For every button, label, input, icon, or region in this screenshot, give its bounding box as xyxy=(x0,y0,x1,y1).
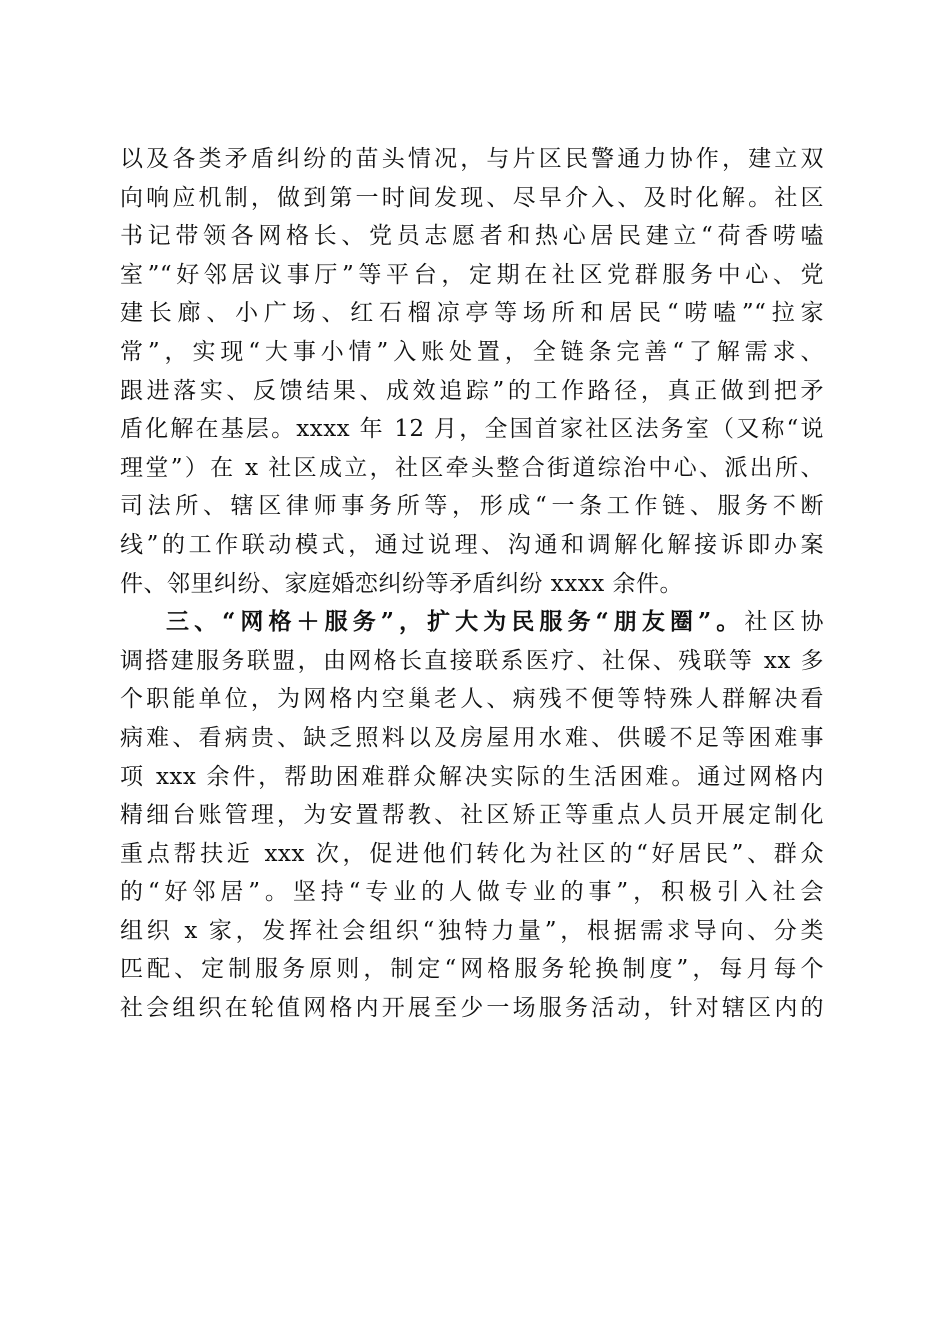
text-line: 组织 x 家，发挥社会组织“独特力量”，根据需求导向、分类 xyxy=(120,917,824,944)
section-heading-line xyxy=(120,603,824,642)
text-line: 常”，实现“大事小情”入账处置，全链条完善“了解需求、 xyxy=(120,338,824,365)
text-line: 精细台账管理，为安置帮教、社区矫正等重点人员开展定制化 xyxy=(120,802,824,829)
text-line: 司法所、辖区律师事务所等，形成“一条工作链、服务不断 xyxy=(120,493,824,520)
text-line: 病难、看病贵、缺乏照料以及房屋用水难、供暖不足等困难事 xyxy=(120,724,824,751)
text-line: 调搭建服务联盟，由网格长直接联系医疗、社保、残联等 xx 多 xyxy=(120,647,824,674)
text-line: 线”的工作联动模式，通过说理、沟通和调解化解接诉即办案 xyxy=(120,531,824,558)
document-page xyxy=(120,140,824,1028)
paragraph-conflict-resolution xyxy=(120,140,824,603)
text-line: 以及各类矛盾纠纷的苗头情况，与片区民警通力协作，建立双 xyxy=(120,146,824,172)
paragraph-grid-service xyxy=(120,603,824,1028)
text-line: 件、邻里纠纷、家庭婚恋纠纷等矛盾纠纷 xxxx 余件。 xyxy=(120,570,684,597)
text-line: 重点帮扶近 xxx 次，促进他们转化为社区的“好居民”、群众 xyxy=(120,840,824,867)
text-line: 书记带领各网格长、党员志愿者和热心居民建立“荷香唠嗑 xyxy=(120,223,824,250)
text-line: 社会组织在轮值网格内开展至少一场服务活动，针对辖区内的 xyxy=(120,995,824,1022)
text-line: 向响应机制，做到第一时间发现、尽早介入、及时化解。社区 xyxy=(120,184,824,211)
text-line: 个职能单位，为网格内空巢老人、病残不便等特殊人群解决看 xyxy=(120,686,824,713)
text-line: 理堂”）在 x 社区成立，社区牵头整合街道综治中心、派出所、 xyxy=(120,454,824,481)
section-heading: 三、“网格＋服务”，扩大为民服务“朋友圈”。 xyxy=(166,608,745,636)
text-line: 跟进落实、反馈结果、成效追踪”的工作路径，真正做到把矛 xyxy=(120,377,824,404)
text-line: 项 xxx 余件，帮助困难群众解决实际的生活困难。通过网格内 xyxy=(120,763,824,790)
text-line: 建长廊、小广场、红石榴凉亭等场所和居民“唠嗑”“拉家 xyxy=(120,300,824,327)
text-line: 的“好邻居”。坚持“专业的人做专业的事”，积极引入社会 xyxy=(120,879,824,906)
heading-line-rest: 社区协 xyxy=(744,609,825,636)
text-line: 室”“好邻居议事厅”等平台，定期在社区党群服务中心、党 xyxy=(120,261,824,288)
text-line: 匹配、定制服务原则，制定“网格服务轮换制度”，每月每个 xyxy=(120,956,824,983)
text-line: 盾化解在基层。xxxx 年 12 月，全国首家社区法务室（又称“说 xyxy=(120,416,824,443)
